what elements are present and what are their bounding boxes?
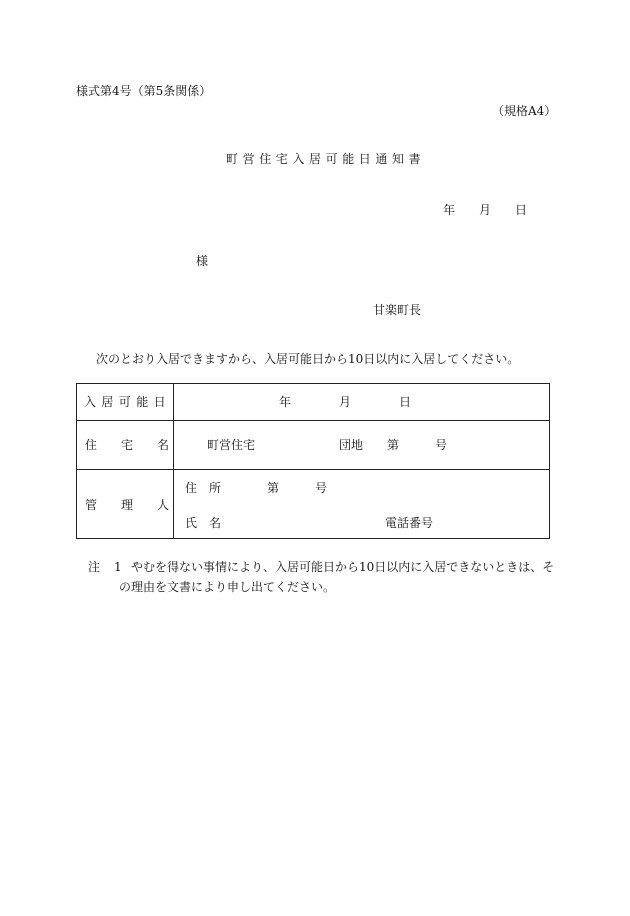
- danchi-number: 団地 第 号: [339, 438, 448, 452]
- date-line: 年 月 日: [443, 203, 528, 217]
- paper-size-label: （規格A4）: [492, 104, 557, 118]
- note-mark: 注: [88, 560, 101, 574]
- housing-name-label: 住 宅 名: [85, 438, 170, 452]
- note-text: [119, 557, 555, 594]
- row-divider: [77, 420, 549, 421]
- intro-text: 次のとおり入居できますから、入居可能日から10日以内に入居してください。: [96, 352, 520, 366]
- addressee-suffix: 様: [196, 254, 209, 268]
- row-divider: [77, 469, 549, 470]
- info-table: [76, 383, 550, 539]
- manager-name-label: 氏 名: [185, 516, 222, 530]
- move-in-date-value: 年 月 日: [279, 395, 412, 409]
- document-title: 町営住宅入居可能日通知書: [226, 152, 426, 166]
- manager-label: 管 理 人: [85, 498, 170, 512]
- note-number: 1: [114, 560, 122, 574]
- manager-phone-label: 電話番号: [385, 516, 434, 530]
- manager-address-number: 第 号: [267, 481, 328, 495]
- issuer: 甘楽町長: [373, 303, 422, 317]
- note-line-2: の理由を文書により申し出てください。: [119, 580, 336, 594]
- form-number: 様式第4号（第5条関係）: [76, 84, 212, 98]
- column-divider: [173, 384, 174, 538]
- note-line-1: やむを得ない事情により、入居可能日から10日以内に入居できないときは、そ: [131, 560, 555, 574]
- town-housing-text: 町営住宅: [207, 438, 256, 452]
- move-in-date-label: 入居可能日: [84, 395, 172, 409]
- manager-address-label: 住 所: [185, 481, 222, 495]
